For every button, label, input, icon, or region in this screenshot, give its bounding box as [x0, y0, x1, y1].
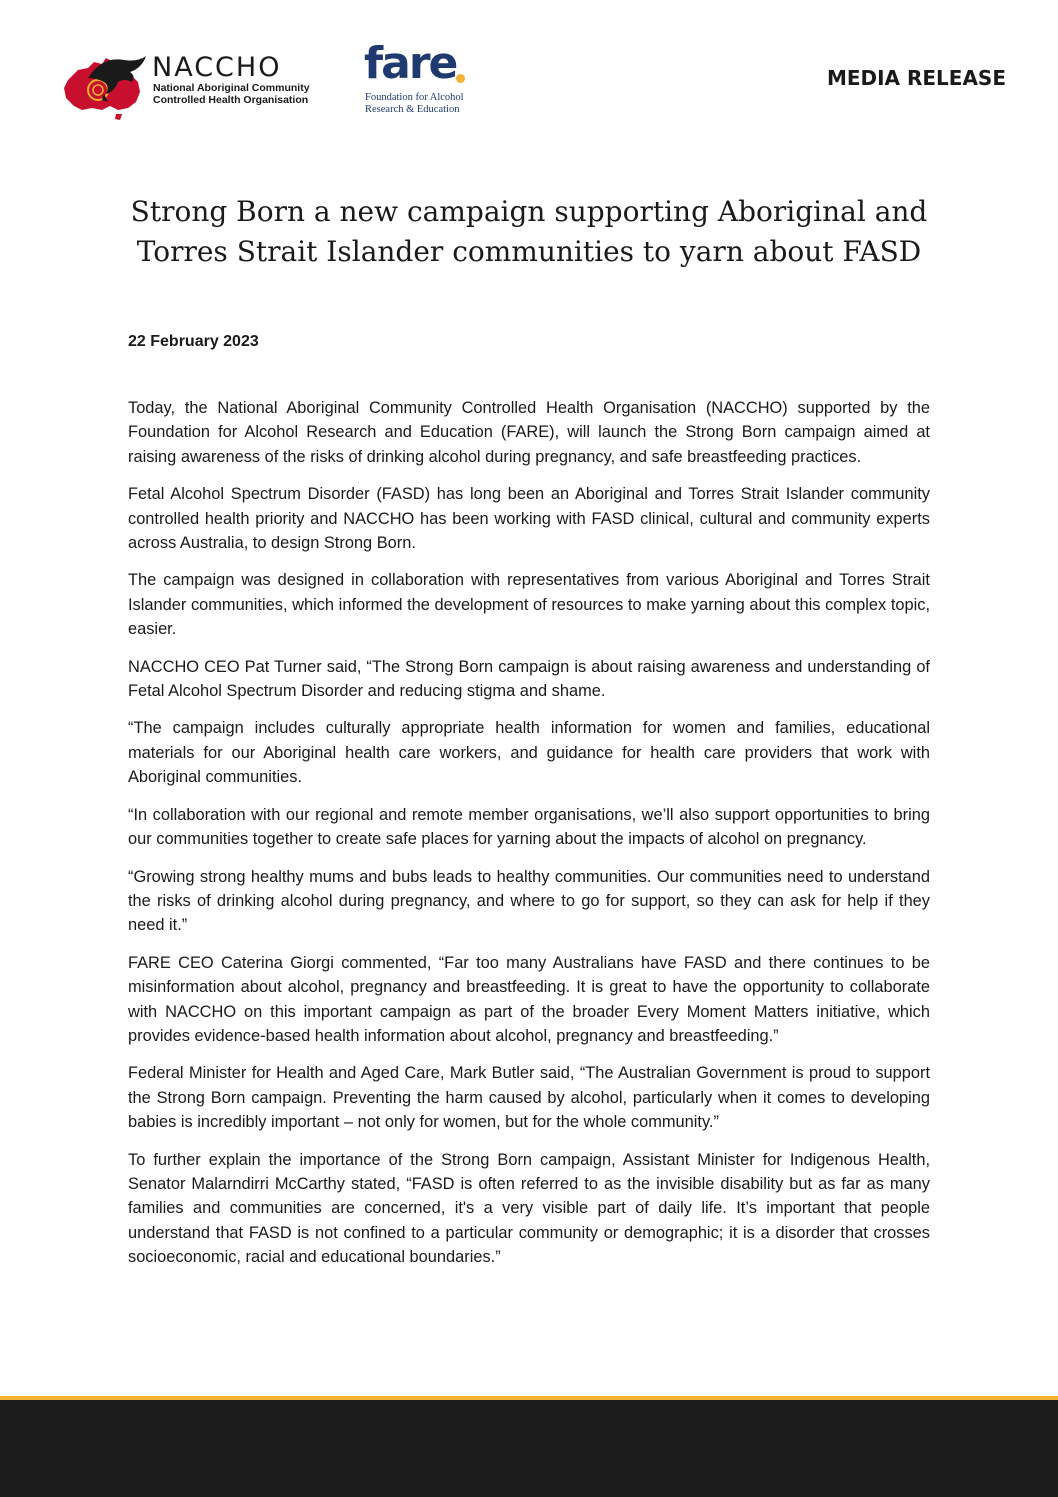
naccho-wordmark: NACCHO	[152, 52, 282, 83]
body-paragraph: To further explain the importance of the Strong Born campaign, Assistant Minister for Indigenous Health, Senator Malarndirri McCarthy stated, “FASD is often referred to as the invisible disability but as far as many families and communities are concerned, it's a very visible part of daily life. It’s important that people understand that FASD is not confined to a particular community or demographic; it is a disorder that crosses socioeconomic, racial and educational boundaries.”	[128, 1150, 930, 1267]
body-paragraph: Fetal Alcohol Spectrum Disorder (FASD) has long been an Aboriginal and Torres Strait Islander community controlled health priority and NACCHO has been working with FASD clinical, cultural and community experts across Australia, to design Strong Born.	[128, 485, 930, 553]
body-paragraph: “In collaboration with our regional and remote member organisations, we’ll also support opportunities to bring our communities together to create safe places for yarning about the impacts of alcohol on pregnancy.	[128, 805, 930, 849]
body-paragraph: The campaign was designed in collaboration with representatives from various Aboriginal and Torres Strait Islander communities, which informed the development of resources to make yarning about this complex topic, easier.	[128, 571, 930, 639]
fare-dot-icon	[456, 74, 465, 83]
body-paragraph: FARE CEO Caterina Giorgi commented, “Far too many Australians have FASD and there continues to be misinformation about alcohol, pregnancy and breastfeeding. It is great to have the opportunity to collaborate with NACCHO on this important campaign as part of the broader Every Moment Matters initiative, which provides evidence-based health information about alcohol, pregnancy and breastfeeding.”	[128, 953, 930, 1045]
naccho-subtitle-line: Controlled Health Organisation	[153, 94, 309, 106]
naccho-logo	[58, 48, 328, 126]
fare-wordmark: fare	[364, 38, 457, 89]
title-line: Torres Strait Islander communities to yarn about FASD	[136, 235, 922, 268]
naccho-subtitle	[153, 82, 333, 106]
naccho-map-eagle-icon	[58, 48, 148, 126]
body-paragraph: Today, the National Aboriginal Community Controlled Health Organisation (NACCHO) supported by the Foundation for Alcohol Research and Education (FARE), will launch the Strong Born campaign aimed at raising awareness of the risks of drinking alcohol during pregnancy, and safe breastfeeding practices.	[128, 399, 930, 466]
naccho-subtitle-line: National Aboriginal Community	[153, 82, 310, 94]
fare-logo	[364, 40, 494, 120]
media-release-label: MEDIA RELEASE	[826, 66, 1006, 90]
release-date: 22 February 2023	[128, 333, 259, 350]
page-header	[0, 0, 1058, 130]
body-paragraph: NACCHO CEO Pat Turner said, “The Strong Born campaign is about raising awareness and understanding of Fetal Alcohol Spectrum Disorder and reducing stigma and shame.	[128, 657, 930, 701]
title-line: Strong Born a new campaign supporting Aboriginal and	[130, 195, 928, 228]
document-title	[80, 192, 978, 272]
document-body	[128, 396, 930, 1283]
body-paragraph: “Growing strong healthy mums and bubs leads to healthy communities. Our communities need to understand the risks of drinking alcohol during pregnancy, and where to go for support, so they can ask for help if they need it.”	[128, 867, 930, 935]
body-paragraph: “The campaign includes culturally appropriate health information for women and families, educational materials for our Aboriginal health care workers, and guidance for health care providers that work with Aboriginal communities.	[128, 719, 930, 787]
fare-subtitle-line: Foundation for Alcohol	[365, 92, 464, 103]
fare-subtitle	[365, 92, 495, 116]
footer-band	[0, 1400, 1058, 1497]
fare-subtitle-line: Research & Education	[365, 104, 460, 115]
body-paragraph: Federal Minister for Health and Aged Care, Mark Butler said, “The Australian Government is proud to support the Strong Born campaign. Preventing the harm caused by alcohol, particularly when it comes to developing babies is incredibly important – not only for women, but for the whole community.”	[128, 1064, 930, 1132]
